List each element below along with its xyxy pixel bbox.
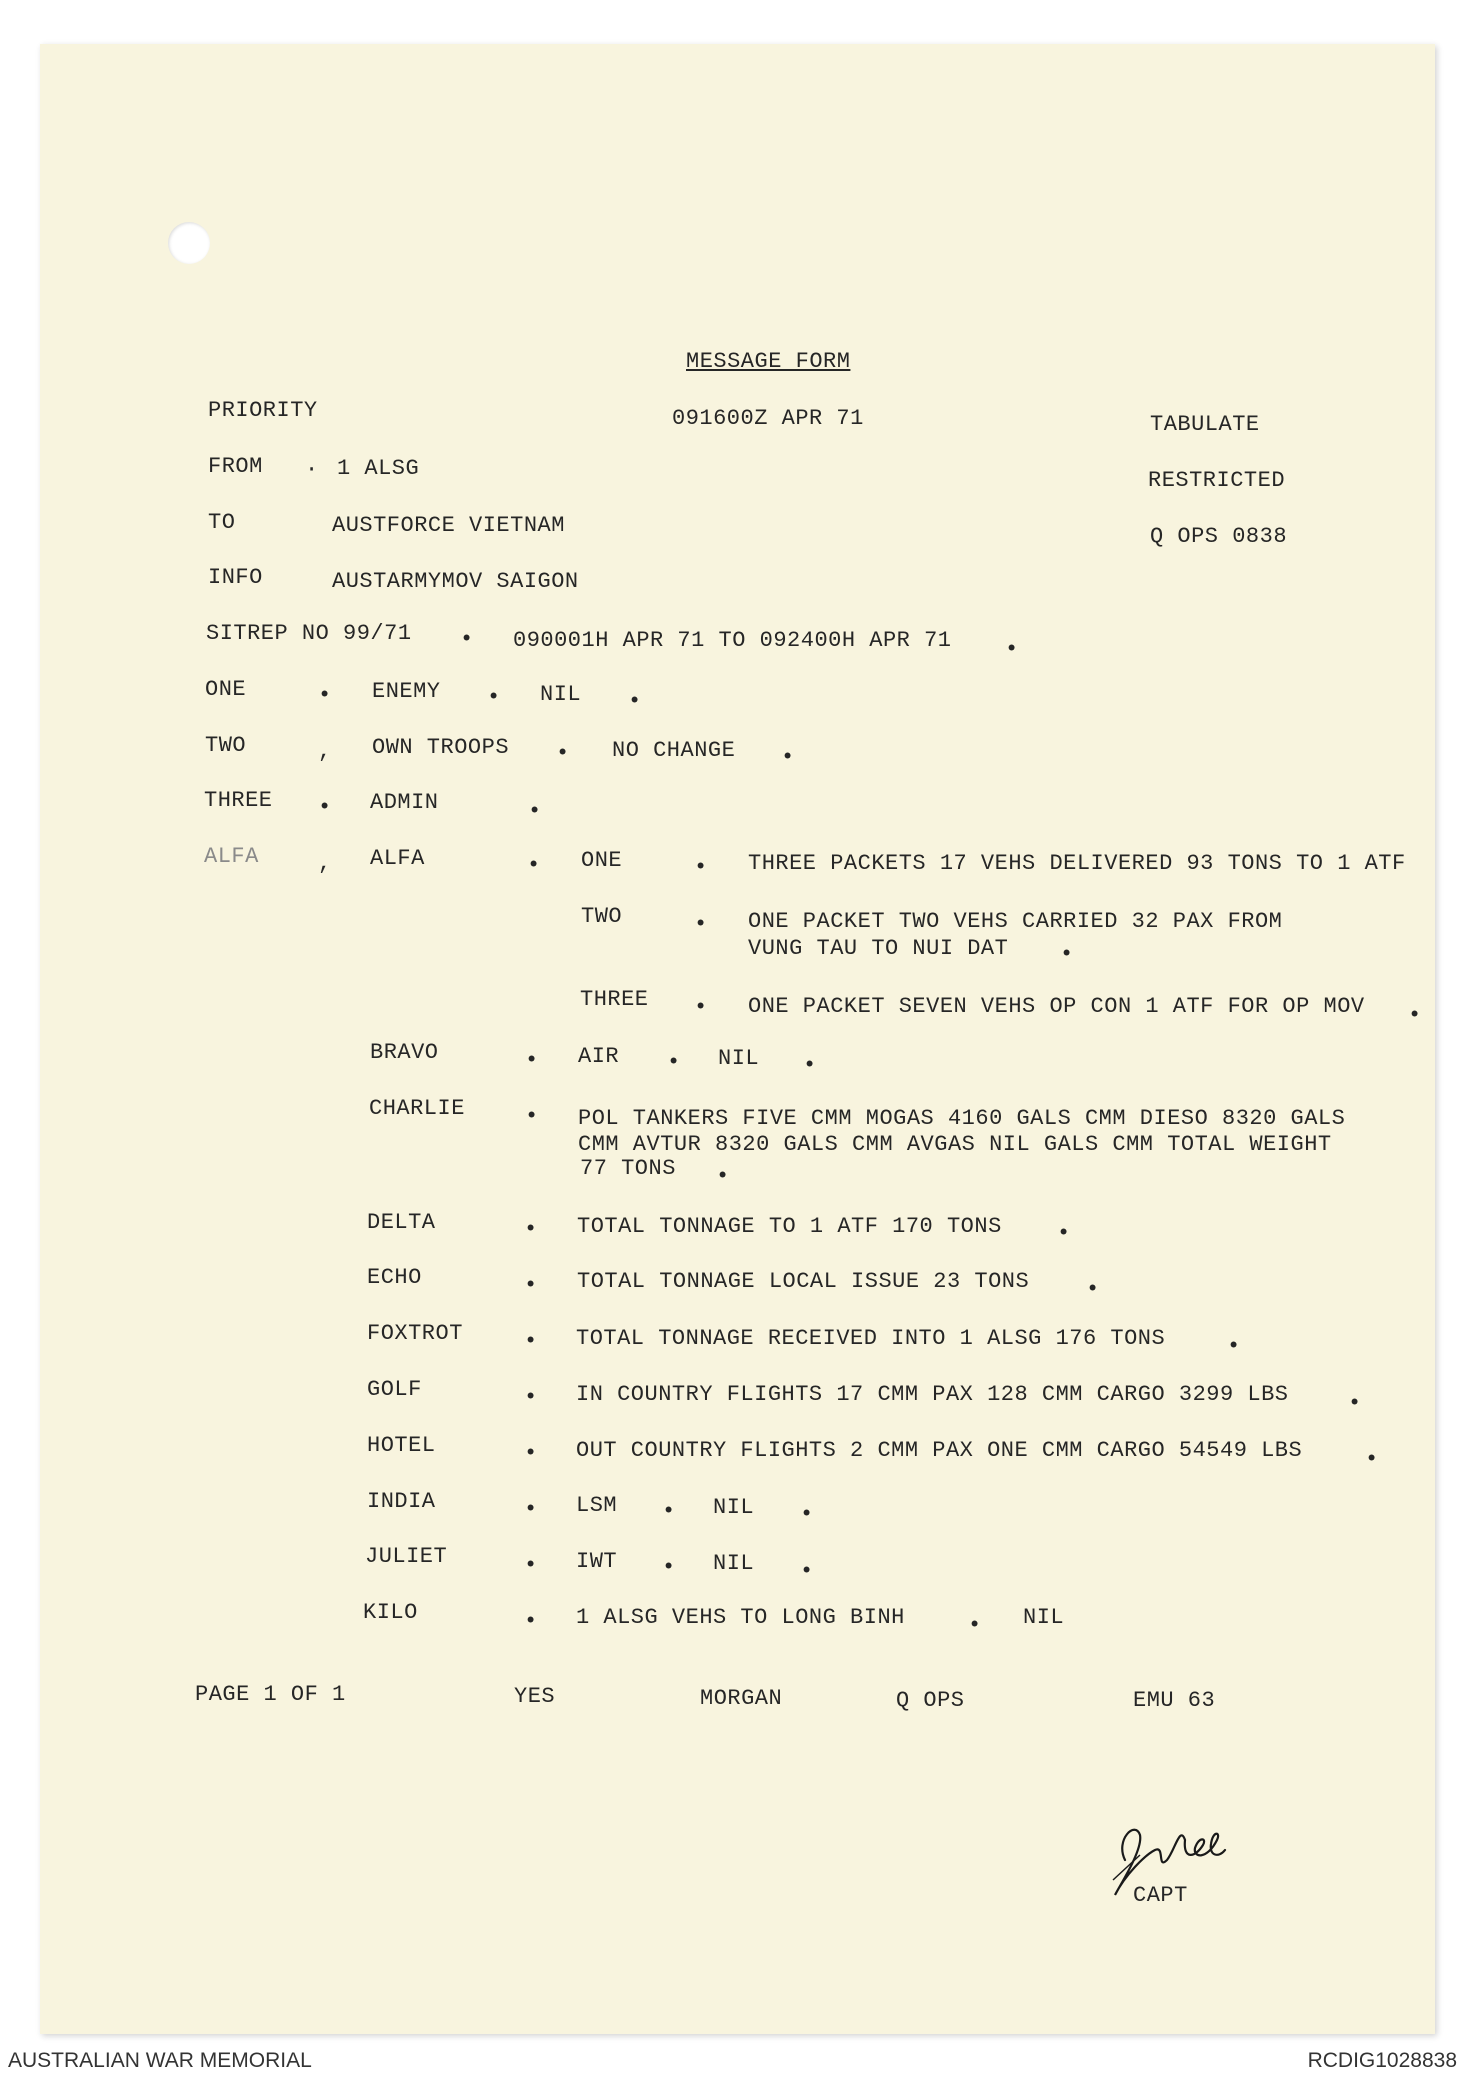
dot: • xyxy=(1348,1391,1362,1416)
sub-echo: ECHO xyxy=(367,1265,422,1290)
dot: , xyxy=(318,739,332,764)
dot: • xyxy=(662,1499,676,1524)
sub-kilo: KILO xyxy=(363,1600,418,1625)
alfa-two-line2: VUNG TAU TO NUI DAT xyxy=(748,936,1009,961)
para-two: TWO xyxy=(205,733,247,758)
charlie-line2: CMM AVTUR 8320 GALS CMM AVGAS NIL GALS CMM TOTAL WEIGHT xyxy=(578,1132,1332,1157)
date-time-group: 091600Z APR 71 xyxy=(672,406,864,431)
kilo-text: 1 ALSG VEHS TO LONG BINH xyxy=(576,1605,905,1630)
tabulate-label: TABULATE xyxy=(1150,412,1260,437)
charlie-line1: POL TANKERS FIVE CMM MOGAS 4160 GALS CMM DIESO 8320 GALS xyxy=(578,1106,1346,1131)
dot: • xyxy=(968,1613,982,1638)
para-enemy: ENEMY xyxy=(372,679,441,704)
dot: • xyxy=(628,689,642,714)
dot: • xyxy=(694,855,708,880)
dot: • xyxy=(781,745,795,770)
golf-text: IN COUNTRY FLIGHTS 17 CMM PAX 128 CMM CARGO 3299 LBS xyxy=(576,1382,1289,1407)
dot: • xyxy=(524,1553,538,1578)
dot: • xyxy=(1057,1221,1071,1246)
juliet-iwt: IWT xyxy=(576,1549,618,1574)
rank-label: CAPT xyxy=(1133,1883,1188,1908)
dot: • xyxy=(524,1441,538,1466)
dot: • xyxy=(1005,637,1019,662)
emu-number: EMU 63 xyxy=(1133,1688,1216,1713)
dot: , xyxy=(318,851,332,876)
sitrep-label: SITREP NO 99/71 xyxy=(206,621,412,646)
india-nil: NIL xyxy=(713,1495,755,1520)
dot: • xyxy=(487,685,501,710)
echo-text: TOTAL TONNAGE LOCAL ISSUE 23 TONS xyxy=(577,1269,1030,1294)
dot: • xyxy=(1365,1447,1379,1472)
document-page xyxy=(40,44,1435,2034)
alfa-one: ONE xyxy=(581,848,623,873)
dot: • xyxy=(524,1217,538,1242)
foxtrot-text: TOTAL TONNAGE RECEIVED INTO 1 ALSG 176 TONS xyxy=(576,1326,1166,1351)
dot: · xyxy=(305,457,319,482)
department: Q OPS xyxy=(896,1688,965,1713)
alfa-one-text: THREE PACKETS 17 VEHS DELIVERED 93 TONS TO 1 ATF xyxy=(748,851,1406,876)
dot: • xyxy=(803,1053,817,1078)
page-number: PAGE 1 OF 1 xyxy=(195,1682,346,1707)
dot: • xyxy=(527,853,541,878)
archive-id: RCDIG1028838 xyxy=(1307,2049,1457,2072)
sitrep-period: 090001H APR 71 TO 092400H APR 71 xyxy=(513,628,952,653)
bravo-nil: NIL xyxy=(718,1046,760,1071)
juliet-nil: NIL xyxy=(713,1551,755,1576)
alfa-three: THREE xyxy=(580,987,649,1012)
para-one: ONE xyxy=(205,677,247,702)
dot: • xyxy=(556,741,570,766)
dot: • xyxy=(694,995,708,1020)
dot: • xyxy=(716,1164,730,1189)
dot: • xyxy=(524,1609,538,1634)
dot: • xyxy=(318,683,332,708)
dot: • xyxy=(525,1104,539,1129)
from-value: 1 ALSG xyxy=(337,456,420,481)
dot: • xyxy=(662,1555,676,1580)
alfa-three-text: ONE PACKET SEVEN VEHS OP CON 1 ATF FOR OP MOV xyxy=(748,994,1365,1019)
originator-name: MORGAN xyxy=(700,1686,783,1711)
dot: • xyxy=(318,795,332,820)
sub-delta: DELTA xyxy=(367,1210,436,1235)
sub-hotel: HOTEL xyxy=(367,1433,436,1458)
hotel-text: OUT COUNTRY FLIGHTS 2 CMM PAX ONE CMM CARGO 54549 LBS xyxy=(576,1438,1303,1463)
dot: • xyxy=(524,1329,538,1354)
punch-hole xyxy=(168,222,210,264)
para-own-troops: OWN TROOPS xyxy=(372,735,510,760)
dot: • xyxy=(524,1497,538,1522)
priority-label: PRIORITY xyxy=(208,398,318,423)
archive-credit: AUSTRALIAN WAR MEMORIAL xyxy=(8,2049,312,2072)
sub-golf: GOLF xyxy=(367,1377,422,1402)
sub-foxtrot: FOXTROT xyxy=(367,1321,463,1346)
dot: • xyxy=(460,627,474,652)
alfa-two-line1: ONE PACKET TWO VEHS CARRIED 32 PAX FROM xyxy=(748,909,1283,934)
sub-juliet: JULIET xyxy=(365,1544,448,1569)
enemy-value: NIL xyxy=(540,682,582,707)
to-label: TO xyxy=(208,510,236,535)
own-troops-value: NO CHANGE xyxy=(612,738,736,763)
yes-label: YES xyxy=(514,1684,556,1709)
info-label: INFO xyxy=(208,565,263,590)
dot: • xyxy=(528,799,542,824)
dot: • xyxy=(525,1048,539,1073)
dot: • xyxy=(524,1385,538,1410)
para-three: THREE xyxy=(204,788,273,813)
from-label: FROM xyxy=(208,454,263,479)
dot: • xyxy=(524,1273,538,1298)
struck-alfa: ALFA xyxy=(204,844,259,869)
dot: • xyxy=(800,1502,814,1527)
sub-bravo: BRAVO xyxy=(370,1040,439,1065)
dot: • xyxy=(1408,1003,1422,1028)
classification: RESTRICTED xyxy=(1148,468,1286,493)
india-lsm: LSM xyxy=(576,1493,618,1518)
dot: • xyxy=(800,1559,814,1584)
bravo-air: AIR xyxy=(578,1044,620,1069)
dot: • xyxy=(1227,1334,1241,1359)
to-value: AUSTFORCE VIETNAM xyxy=(332,513,565,538)
sub-alfa: ALFA xyxy=(370,846,425,871)
kilo-nil: NIL xyxy=(1023,1605,1065,1630)
dot: • xyxy=(667,1050,681,1075)
charlie-line3: 77 TONS xyxy=(580,1156,676,1181)
sub-charlie: CHARLIE xyxy=(369,1096,465,1121)
delta-text: TOTAL TONNAGE TO 1 ATF 170 TONS xyxy=(577,1214,1002,1239)
dot: • xyxy=(1086,1277,1100,1302)
info-value: AUSTARMYMOV SAIGON xyxy=(332,569,579,594)
para-admin: ADMIN xyxy=(370,790,439,815)
form-title: MESSAGE FORM xyxy=(686,349,851,374)
alfa-two: TWO xyxy=(581,904,623,929)
dot: • xyxy=(694,912,708,937)
dot: • xyxy=(1060,942,1074,967)
file-reference: Q OPS 0838 xyxy=(1150,524,1288,549)
sub-india: INDIA xyxy=(367,1489,436,1514)
